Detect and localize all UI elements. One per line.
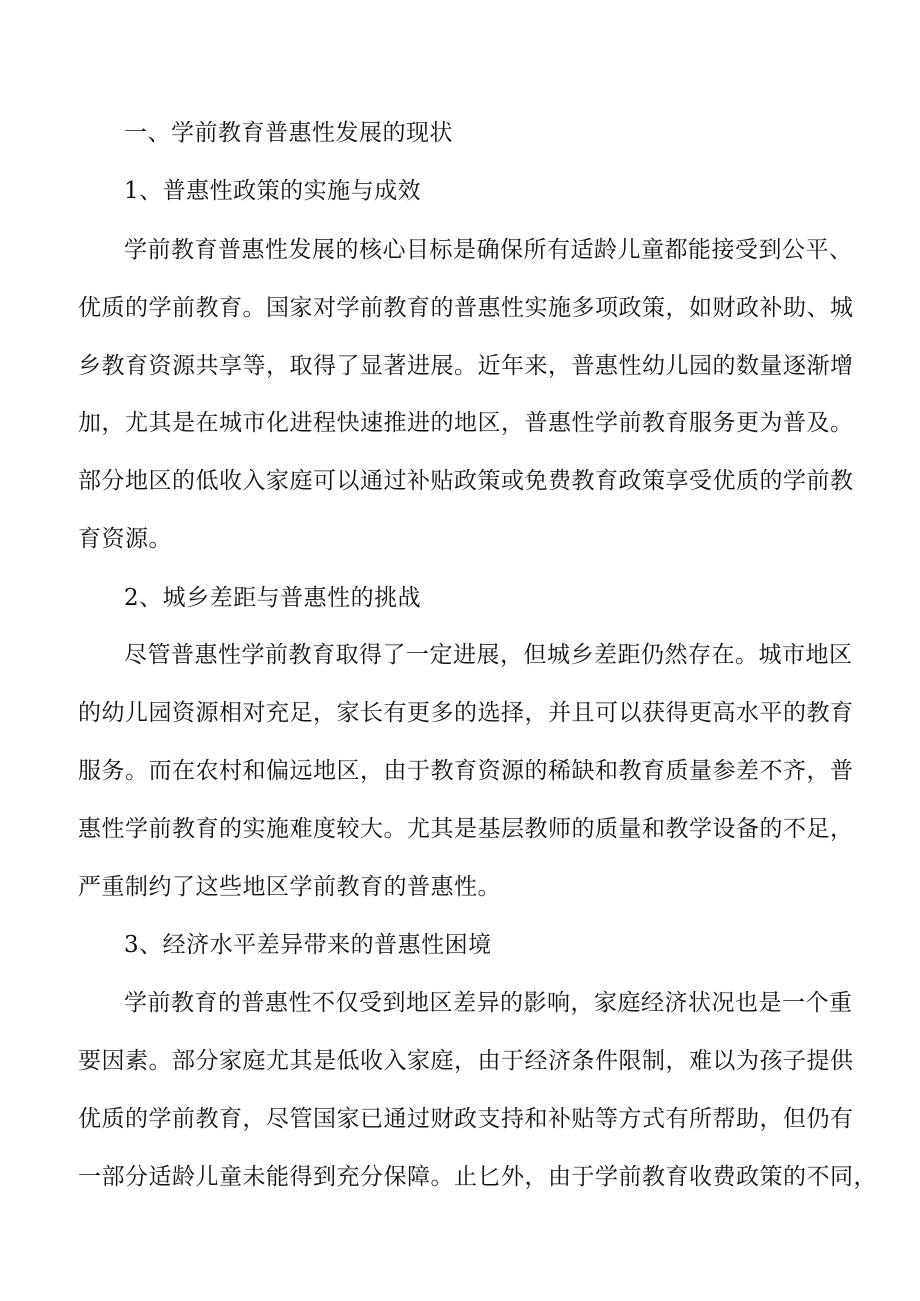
section-heading: 一、学前教育普惠性发展的现状 xyxy=(124,120,453,146)
paragraph-1-line-3: 乡教育资源共享等，取得了显著进展。近年来，普惠性幼儿园的数量逐渐增 xyxy=(78,353,854,379)
paragraph-1-line-2: 优质的学前教育。国家对学前教育的普惠性实施多项政策，如财政补助、城 xyxy=(78,295,854,321)
paragraph-1-line-4: 加，尤其是在城市化进程快速推进的地区，普惠性学前教育服务更为普及。 xyxy=(78,410,854,436)
paragraph-3-line-2: 要因素。部分家庭尤其是低收入家庭，由于经济条件限制，难以为孩子提供 xyxy=(78,1048,854,1074)
subsection-title-1: 1、普惠性政策的实施与成效 xyxy=(124,178,422,204)
paragraph-3-line-1: 学前教育的普惠性不仅受到地区差异的影响，家庭经济状况也是一个重 xyxy=(124,990,853,1016)
paragraph-2-line-1: 尽管普惠性学前教育取得了一定进展，但城乡差距仍然存在。城市地区 xyxy=(124,642,853,668)
paragraph-2-line-2: 的幼儿园资源相对充足，家长有更多的选择，并且可以获得更高水平的教育 xyxy=(78,700,854,726)
paragraph-1-line-6: 育资源。 xyxy=(78,526,172,552)
paragraph-3-line-4: 一部分适龄儿童未能得到充分保障。止匕外，由于学前教育收费政策的不同， xyxy=(78,1164,877,1190)
subsection-title-3: 3、经济水平差异带来的普惠性困境 xyxy=(124,932,492,958)
subsection-title-2: 2、城乡差距与普惠性的挑战 xyxy=(124,585,422,611)
paragraph-2-line-5: 严重制约了这些地区学前教育的普惠性。 xyxy=(78,874,501,900)
paragraph-3-line-3: 优质的学前教育，尽管国家已通过财政支持和补贴等方式有所帮助，但仍有 xyxy=(78,1106,854,1132)
paragraph-2-line-4: 惠性学前教育的实施难度较大。尤其是基层教师的质量和教学设备的不足， xyxy=(78,816,854,842)
paragraph-2-line-3: 服务。而在农村和偏远地区，由于教育资源的稀缺和教育质量参差不齐，普 xyxy=(78,758,854,784)
paragraph-1-line-1: 学前教育普惠性发展的核心目标是确保所有适龄儿童都能接受到公平、 xyxy=(124,237,853,263)
paragraph-1-line-5: 部分地区的低收入家庭可以通过补贴政策或免费教育政策享受优质的学前教 xyxy=(78,468,854,494)
